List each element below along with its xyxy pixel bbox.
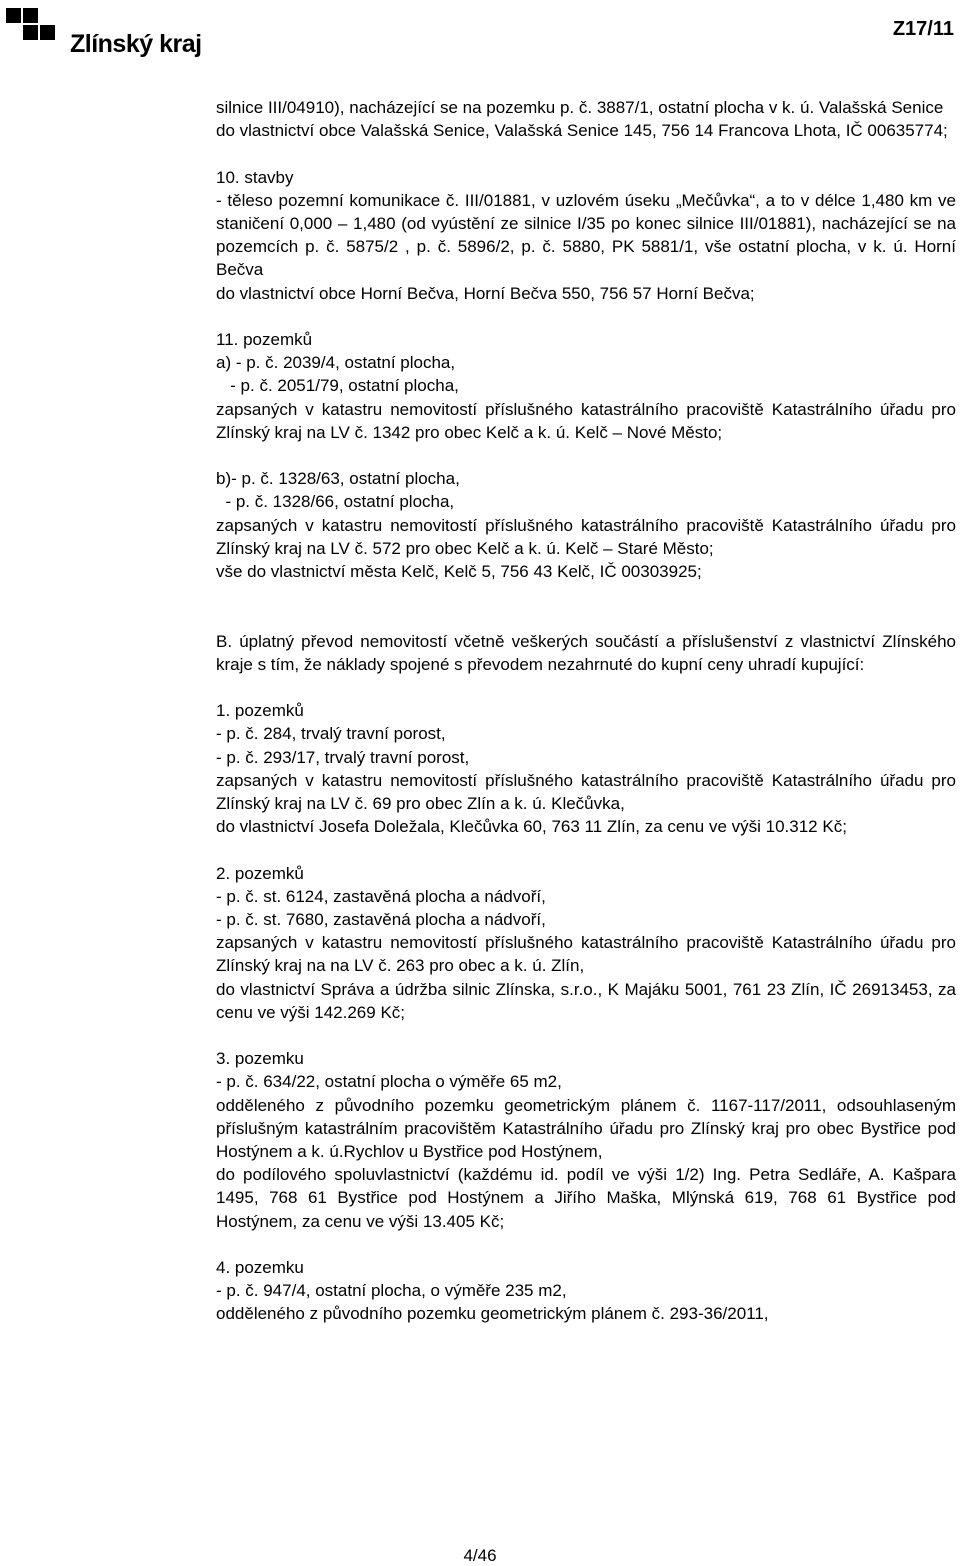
paragraph: odděleného z původního pozemku geometrickým plánem č. 293-36/2011,	[216, 1304, 769, 1324]
list-line: - p. č. 293/17, trvalý travní porost,	[216, 747, 470, 767]
list-line: - p. č. 284, trvalý travní porost,	[216, 724, 446, 744]
list-line: - p. č. 947/4, ostatní plocha, o výměře 235 m2,	[216, 1281, 567, 1301]
item-heading: 3. pozemku	[216, 1049, 304, 1069]
list-line: - p. č. 2051/79, ostatní plocha,	[216, 376, 459, 396]
list-line: - p. č. 634/22, ostatní plocha o výměře 65 m2,	[216, 1072, 562, 1092]
list-line: a) - p. č. 2039/4, ostatní plocha,	[216, 353, 456, 373]
paragraph: do vlastnictví obce Valašská Senice, Valašská Senice 145, 756 14 Francova Lhota, IČ 00635774;	[216, 121, 948, 141]
paragraph: zapsaných v katastru nemovitostí příslušného katastrálního pracoviště Katastrálního úřadu pro Zlínský kraj na na LV č. 263 pro obec a k. ú. Zlín,	[216, 933, 956, 976]
paragraph: zapsaných v katastru nemovitostí příslušného katastrálního pracoviště Katastrálního úřadu pro Zlínský kraj na LV č. 69 pro obec Zlín a k. ú. Klečůvka,	[216, 770, 956, 814]
list-line: - p. č. st. 7680, zastavěná plocha a nádvoří,	[216, 910, 546, 930]
item-heading: 11. pozemků	[216, 330, 313, 349]
paragraph: do vlastnictví Správa a údržba silnic Zlínska, s.r.o., K Majáku 5001, 761 23 Zlín, IČ 26913453, za cenu ve výši 142.269 Kč;	[216, 979, 956, 1022]
paragraph: do vlastnictví Josefa Doležala, Klečůvka 60, 763 11 Zlín, za cenu ve výši 10.312 Kč;	[216, 817, 847, 837]
item-heading: 1. pozemků	[216, 701, 304, 721]
paragraph: vše do vlastnictví města Kelč, Kelč 5, 756 43 Kelč, IČ 00303925;	[216, 562, 702, 582]
paragraph: do podílového spoluvlastnictví (každému id. podíl ve výši 1/2) Ing. Petra Sedláře, A. Kašpara 1495, 768 61 Bystřice pod Hostýnem a Jiřího Maška, Mlýnská 619, 768 61 Bystřice pod Hostýnem, za cenu ve výši 13.405 Kč;	[216, 1165, 956, 1231]
page-number: 4/46	[463, 1546, 497, 1565]
paragraph: do vlastnictví obce Horní Bečva, Horní Bečva 550, 756 57 Horní Bečva;	[216, 283, 755, 303]
logo-text: Zlínský kraj	[70, 30, 202, 58]
paragraph: - těleso pozemní komunikace č. III/01881, v uzlovém úseku „Mečůvka“, a to v délce 1,480 km ve staničení 0,000 – 1,480 (od vyústění ze silnice I/35 po konec silnice III/01881), nacházející se na pozemcích p. č. 5875/2 , p. č. 5896/2, p. č. 5880, PK 5881/1, vše ostatní plocha, v k. ú. Horní Bečva	[216, 190, 956, 280]
item-heading: 10. stavby	[216, 167, 294, 187]
logo-squares-icon	[6, 8, 62, 54]
list-line: b)- p. č. 1328/63, ostatní plocha,	[216, 469, 460, 489]
paragraph: zapsaných v katastru nemovitostí příslušného katastrálního pracoviště Katastrálního úřadu pro Zlínský kraj na LV č. 1342 pro obec Kelč a k. ú. Kelč – Nové Město;	[216, 399, 956, 442]
zlinsky-kraj-logo	[6, 8, 202, 58]
paragraph: zapsaných v katastru nemovitostí příslušného katastrálního pracoviště Katastrálního úřadu pro Zlínský kraj na LV č. 572 pro obec Kelč a k. ú. Kelč – Staré Město;	[216, 515, 956, 558]
document-number: Z17/11	[892, 18, 954, 40]
section-b-paragraph: B. úplatný převod nemovitostí včetně veškerých součástí a příslušenství z vlastnictví Zlínského kraje s tím, že náklady spojené s převodem nezahrnuté do kupní ceny uhradí kupující:	[216, 631, 956, 674]
list-line: - p. č. 1328/66, ostatní plocha,	[216, 492, 455, 512]
item-heading: 4. pozemku	[216, 1258, 304, 1278]
paragraph: odděleného z původního pozemku geometrickým plánem č. 1167-117/2011, odsouhlaseným příslušným katastrálním pracovištěm Katastrálního úřadu pro Zlínský kraj pro obec Bystřice pod Hostýnem a k. ú.Rychlov u Bystřice pod Hostýnem,	[216, 1095, 956, 1162]
list-line: - p. č. st. 6124, zastavěná plocha a nádvoří,	[216, 886, 546, 906]
document-body	[216, 96, 956, 1326]
paragraph: silnice III/04910), nacházející se na pozemku p. č. 3887/1, ostatní plocha v k. ú. Valašská Senice	[216, 98, 944, 117]
item-heading: 2. pozemků	[216, 863, 304, 883]
